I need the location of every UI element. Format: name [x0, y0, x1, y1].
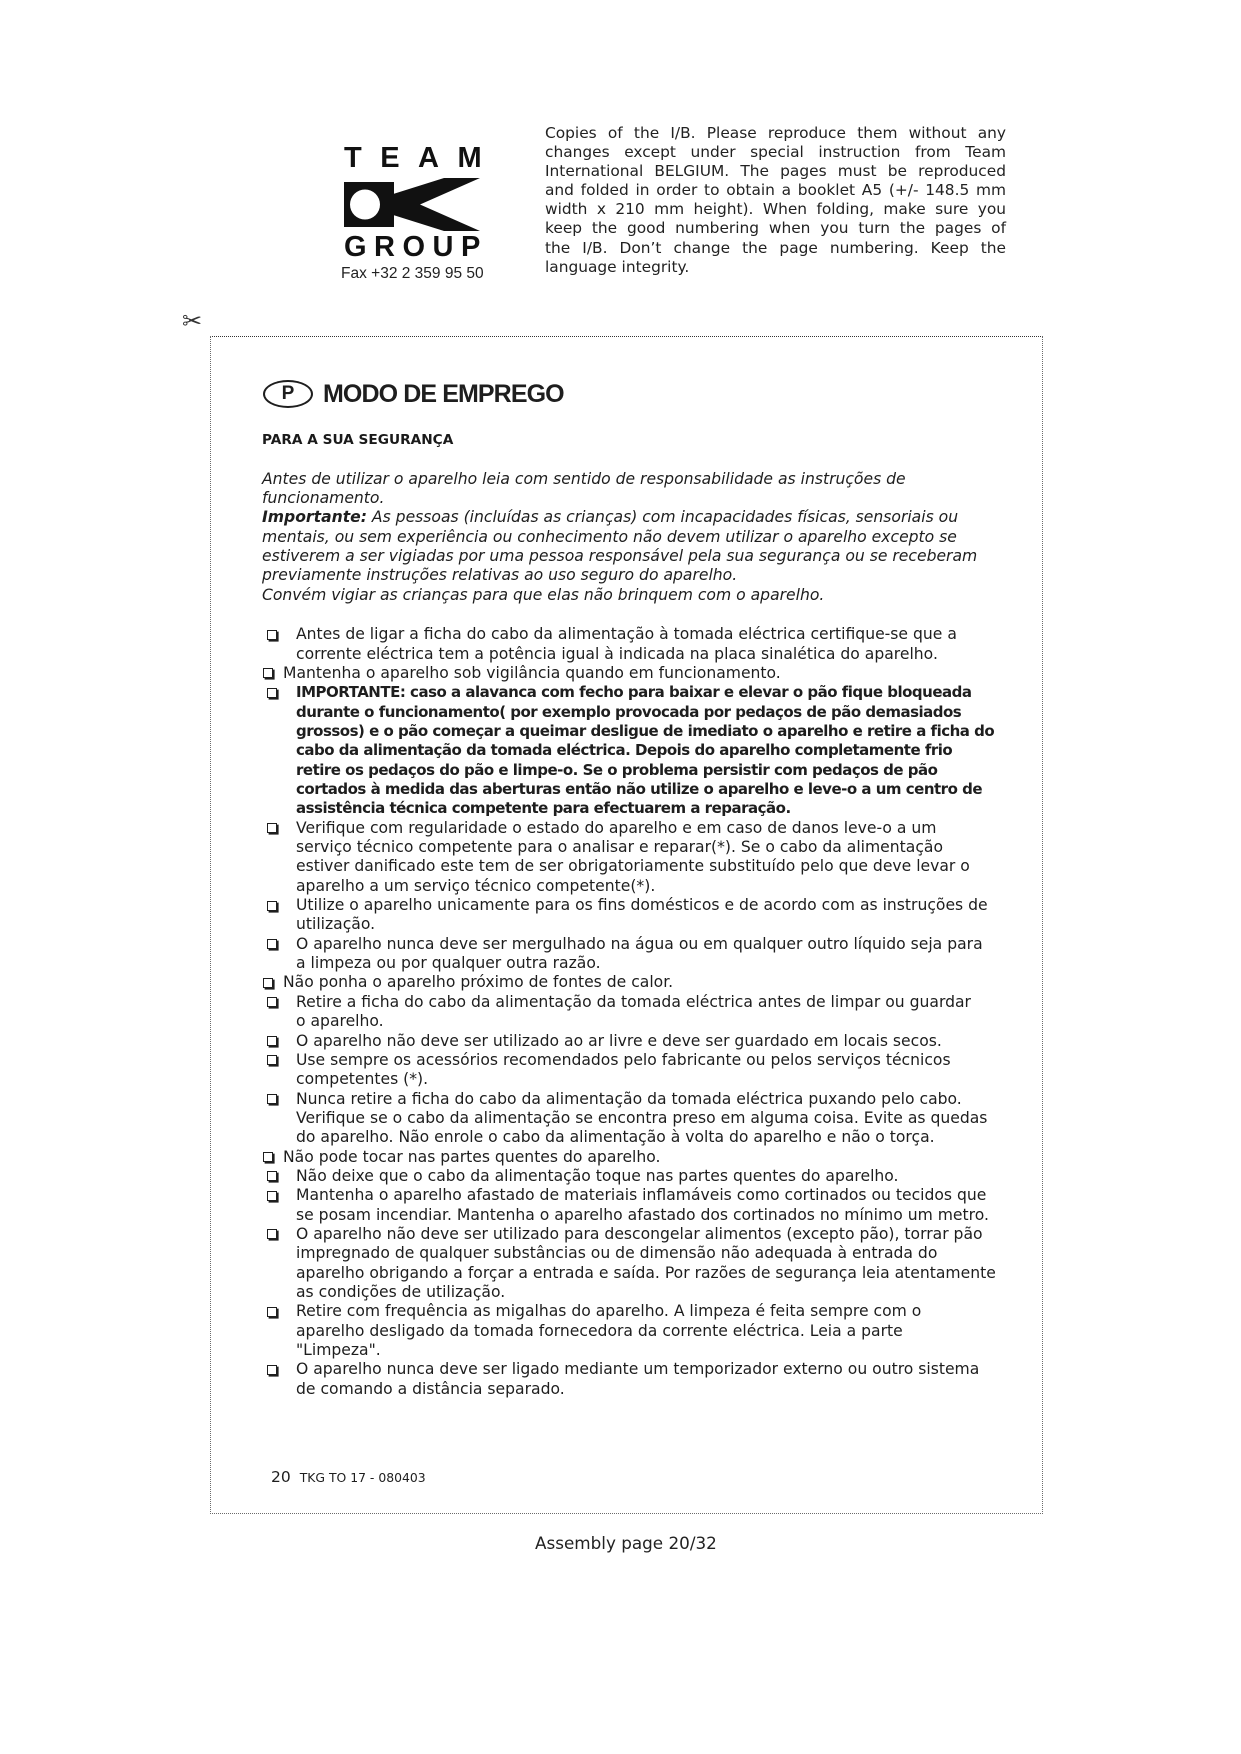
- checkbox-icon: [263, 1152, 273, 1162]
- list-item: [262, 1186, 996, 1225]
- checkbox-icon: [267, 1365, 277, 1375]
- checkbox-icon: [267, 1171, 277, 1181]
- checkbox-icon: [263, 668, 273, 678]
- list-item: [262, 1225, 996, 1302]
- list-item: [262, 896, 996, 935]
- reproduction-note-line: Copies of the I/B. Please reproduce them without any: [545, 123, 1006, 142]
- checkbox-icon: [267, 1055, 277, 1065]
- reproduction-note-line: the I/B. Don’t change the page numbering. Keep the: [545, 238, 1006, 257]
- fax-number: Fax +32 2 359 95 50: [341, 265, 484, 282]
- checkbox-icon: [267, 939, 277, 949]
- checkbox-icon: [267, 1307, 277, 1317]
- manual-title: MODO DE EMPREGO: [323, 380, 564, 408]
- reproduction-note-line: keep the good numbering when you turn the pages of: [545, 219, 1006, 238]
- list-item-text: Nunca retire a ficha do cabo da alimentação da tomada eléctrica puxando pelo cabo. Verifique se o cabo da alimentação se encontra preso em alguma coisa. Evite as quedas do aparelho. Não enrole o cabo da alimentação à volta do aparelho e não o torça.: [296, 1089, 988, 1147]
- list-item: [262, 819, 996, 896]
- list-item-text: IMPORTANTE: caso a alavanca com fecho para baixar e elevar o pão fique bloqueada durante o funcionamento( por exemplo provocada por pedaços de pão demasiados grossos) e o pão começar a queimar desligue de imediato o aparelho e retire a ficha do cabo da alimentação da tomada eléctrica. Depois do aparelho completamente frio retire os pedaços do pão e limpe-o. Se o problema persistir com pedaços de pão cortados à medida das aberturas então não utilize o aparelho e leve-o a um centro de assistência técnica competente para efectuarem a reparação.: [296, 683, 995, 818]
- list-item: [262, 1167, 996, 1186]
- list-item: [262, 1360, 996, 1399]
- list-item-text: Não ponha o aparelho próximo de fontes de calor.: [283, 973, 674, 992]
- list-item: [262, 1090, 996, 1148]
- list-item-text: Mantenha o aparelho sob vigilância quando em funcionamento.: [283, 663, 781, 682]
- model-code: TKG TO 17 - 080403: [299, 1470, 426, 1485]
- logo-bottom-word: GROUP: [344, 231, 488, 263]
- list-item-text: Verifique com regularidade o estado do aparelho e em caso de danos leve-o a um serviço técnico competente para o analisar e reparar(*). Se o cabo da alimentação estiver danificado este tem de ser obrigatoriamente substituído pelo que deve levar o aparelho a um serviço técnico competente(*).: [296, 818, 970, 895]
- checkbox-icon: [267, 1229, 277, 1239]
- language-badge: P: [263, 380, 313, 408]
- page-footer: [271, 1466, 426, 1489]
- list-item-text: Utilize o aparelho unicamente para os fins domésticos e de acordo com as instruções de utilização.: [296, 896, 988, 934]
- intro-text: [262, 470, 977, 605]
- checkbox-icon: [267, 630, 277, 640]
- list-item: [262, 1148, 996, 1167]
- assembly-page-label: Assembly page 20/32: [535, 1533, 717, 1553]
- list-item-text: O aparelho nunca deve ser ligado mediante um temporizador externo ou outro sistema de comando a distância separado.: [296, 1360, 980, 1398]
- list-item: [262, 935, 996, 974]
- list-item-text: Retire com frequência as migalhas do aparelho. A limpeza é feita sempre com o aparelho desligado da tomada fornecedora da corrente eléctrica. Leia a parte "Limpeza".: [296, 1302, 922, 1360]
- list-item: [262, 664, 996, 683]
- section-heading: PARA A SUA SEGURANÇA: [262, 432, 454, 448]
- intro-paragraph: Antes de utilizar o aparelho leia com sentido de responsabilidade as instruções de funcionamento.: [262, 469, 906, 508]
- checkbox-icon: [267, 901, 277, 911]
- reproduction-note: [545, 124, 1006, 278]
- list-item: [262, 625, 996, 664]
- checkbox-icon: [267, 1094, 277, 1104]
- important-text: As pessoas (incluídas as crianças) com incapacidades físicas, sensoriais ou mentais, ou sem experiência ou conhecimento não devem utilizar o aparelho excepto se estiverem a ser vigiadas por uma pessoa responsável pela sua segurança ou se receberam previamente instruções relativas ao uso seguro do aparelho.: [262, 508, 978, 585]
- checkbox-icon: [267, 1191, 277, 1201]
- list-item-text: O aparelho não deve ser utilizado para descongelar alimentos (excepto pão), torrar pão impregnado de qualquer substâncias ou de dimensão não adequada à entrada do aparelho obrigando a forçar a entrada e saída. Por razões de segurança leia atentamente as condições de utilização.: [296, 1224, 996, 1301]
- list-item: [262, 1032, 996, 1051]
- team-k-logo-icon: [344, 178, 480, 231]
- list-item-text: Use sempre os acessórios recomendados pelo fabricante ou pelos serviços técnicos competentes (*).: [296, 1050, 951, 1089]
- logo-top-word: TEAM: [344, 142, 501, 174]
- safety-instructions-list: [262, 625, 996, 1399]
- checkbox-icon: [267, 823, 277, 833]
- reproduction-note-line: International BELGIUM. The pages must be reproduced: [545, 161, 1006, 180]
- supervision-note: Convém vigiar as crianças para que elas não brinquem com o aparelho.: [262, 585, 825, 604]
- list-item-text: Não deixe que o cabo da alimentação toque nas partes quentes do aparelho.: [296, 1166, 899, 1185]
- checkbox-icon: [263, 978, 273, 988]
- checkbox-icon: [267, 997, 277, 1007]
- reproduction-note-line: and folded in order to obtain a booklet A5 (+/- 148.5 mm: [545, 181, 1006, 200]
- list-item: [262, 683, 996, 818]
- important-label: Importante:: [262, 508, 367, 527]
- list-item: [262, 993, 996, 1032]
- important-notice: [262, 508, 977, 585]
- list-item-text: Retire a ficha do cabo da alimentação da tomada eléctrica antes de limpar ou guardar o aparelho.: [296, 992, 971, 1031]
- checkbox-icon: [267, 1036, 277, 1046]
- reproduction-note-line: language integrity.: [545, 257, 690, 276]
- list-item-text: O aparelho nunca deve ser mergulhado na água ou em qualquer outro líquido seja para a limpeza ou por qualquer outra razão.: [296, 934, 983, 973]
- list-item-text: Mantenha o aparelho afastado de materiais inflamáveis como cortinados ou tecidos que se posam incendiar. Mantenha o aparelho afastado dos cortinados no mínimo um metro.: [296, 1186, 989, 1224]
- list-item: [262, 1051, 996, 1090]
- reproduction-note-line: width x 210 mm height). When folding, make sure you: [545, 200, 1006, 219]
- reproduction-note-line: changes except under special instruction from Team: [545, 142, 1006, 161]
- list-item: [262, 1302, 996, 1360]
- list-item-text: O aparelho não deve ser utilizado ao ar livre e deve ser guardado em locais secos.: [296, 1031, 942, 1050]
- page-number: 20: [271, 1468, 291, 1486]
- scissors-icon: [182, 307, 202, 335]
- list-item-text: Não pode tocar nas partes quentes do aparelho.: [283, 1147, 661, 1166]
- list-item-text: Antes de ligar a ficha do cabo da alimentação à tomada eléctrica certifique-se que a corrente eléctrica tem a potência igual à indicada na placa sinalética do aparelho.: [296, 625, 957, 663]
- list-item: [262, 973, 996, 992]
- checkbox-icon: [267, 688, 277, 698]
